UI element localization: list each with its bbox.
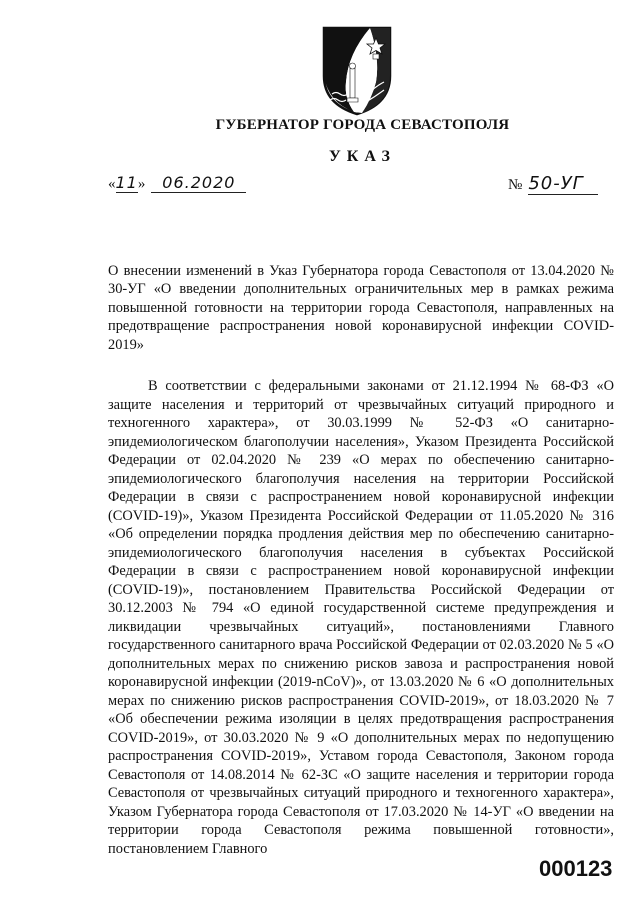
date-close-quote: »: [137, 176, 146, 192]
date-open-quote: «: [108, 176, 116, 192]
page-number: 000123: [539, 856, 613, 881]
document-type: УКАЗ: [329, 148, 396, 165]
document-number: [508, 173, 598, 195]
decree-title: О внесении изменений в Указ Губернатора города Севастополя от 13.04.2020 № 30-УГ «О введении дополнительных ограничительных мер в рамках режима повышенной готовности на территории города Севастополя, направленных на предотвращение распространения новой коронавирусной инфекции COVID-2019»: [108, 263, 614, 353]
number-prefix: №: [508, 177, 523, 193]
document-date: [108, 173, 246, 193]
number-value: 50-УГ: [528, 173, 598, 195]
issuing-authority: ГУБЕРНАТОР ГОРОДА СЕВАСТОПОЛЯ: [215, 117, 510, 133]
date-day: 11: [115, 173, 138, 192]
decree-body-paragraph: В соответствии с федеральными законами от 21.12.1994 № 68-ФЗ «О защите населения и территорий от чрезвычайных ситуаций природного и техногенного характера», от 30.03.1999 № 52-ФЗ «О санитарно-эпидемиологическом благополучии населения», Указом Президента Российской Федерации от 02.04.2020 № 239 «О мерах по обеспечению санитарно-эпидемиологического благополучия населения на территории Российской Федерации в связи с распространением новой коронавирусной инфекции (COVID-19)», Указом Президента Российской Федерации от 11.05.2020 № 316 «Об определении порядка продления действия мер по обеспечению санитарно-эпидемиологического благополучия населения в субъектах Российской Федерации в связи с распространением новой коронавирусной инфекции (COVID-19)», постановлением Правительства Российской Федерации от 30.12.2003 № 794 «О единой государственной системе предупреждения и ликвидации чрезвычайных ситуаций», постановлениями Главного государственного санитарного врача Российской Федерации от 02.03.2020 № 5 «О дополнительных мерах по снижению рисков завоза и распространения новой коронавирусной инфекции (2019-nCoV)», от 13.03.2020 № 6 «О дополнительных мерах по снижению рисков распространения COVID-2019», от 18.03.2020 № 7 «Об обеспечении режима изоляции в целях предотвращения распространения COVID-2019», от 30.03.2020 № 9 «О дополнительных мерах по недопущению распространения COVID-2019», Уставом города Севастополя, Законом города Севастополя от 14.08.2014 № 62-ЗС «О защите населения и территории города Севастополя от чрезвычайных ситуаций природного и техногенного характера», Указом Губернатора города Севастополя от 17.03.2020 № 14-УГ «О введении на территории города Севастополя режима повышенной готовности», постановлением Главного: [108, 378, 614, 857]
date-month-year: 06.2020: [151, 173, 246, 193]
coat-of-arms-icon: [318, 24, 396, 116]
